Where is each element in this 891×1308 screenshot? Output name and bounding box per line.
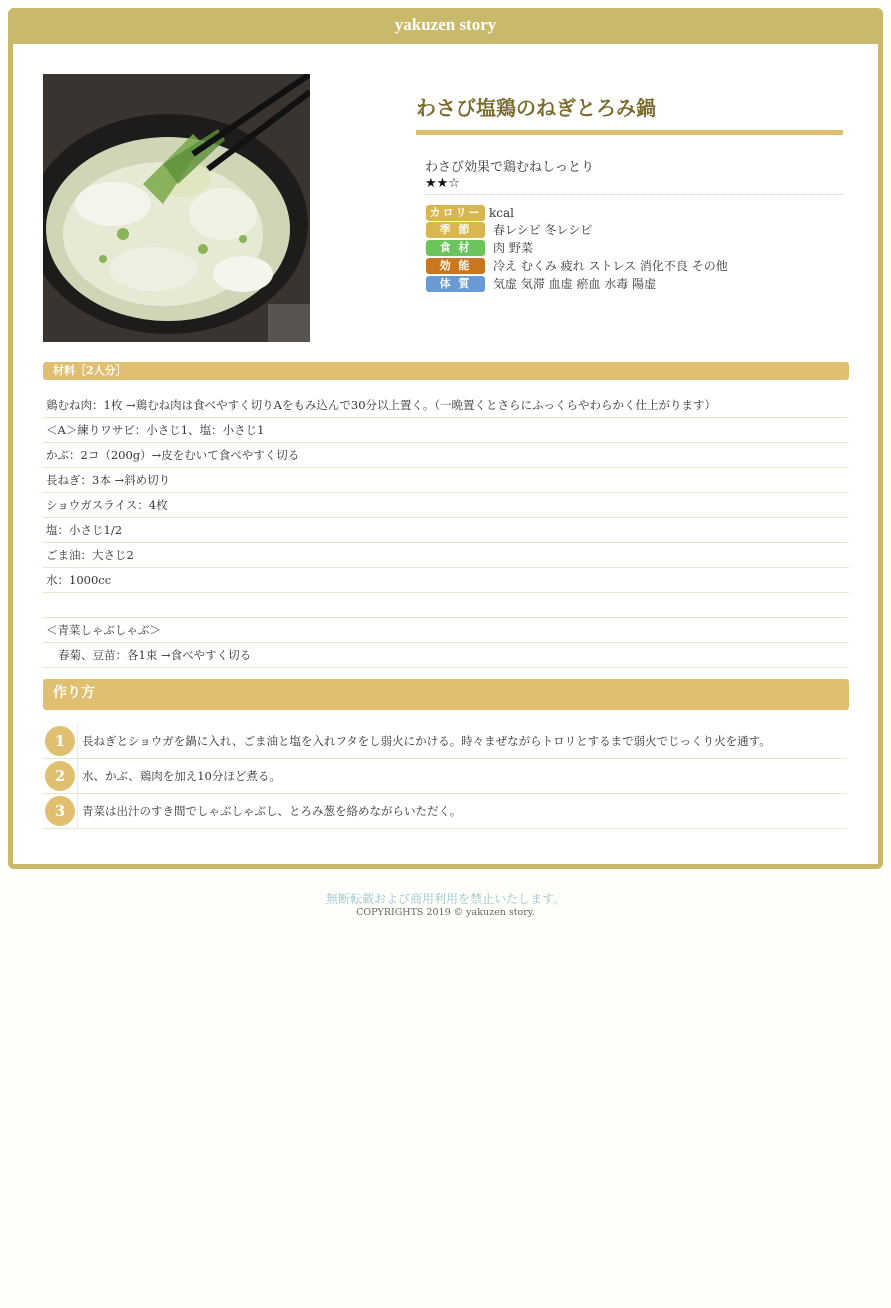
tag-value-effect[interactable]: 冷え むくみ 疲れ ストレス 消化不良 その他 <box>493 259 728 273</box>
tag-label-ingredient[interactable]: 食 材 <box>426 240 485 256</box>
ingredient-subheading: ＜青菜しゃぶしゃぶ＞ <box>43 618 849 643</box>
step-number: 3 <box>45 796 75 826</box>
recipe-subtitle: わさび効果で鶏むねしっとり <box>425 160 595 175</box>
step-number: 1 <box>45 726 75 756</box>
ingredient-item: ショウガスライス：4枚 <box>43 493 849 518</box>
tag-value-constitution[interactable]: 気虚 気滞 血虚 瘀血 水毒 陽虚 <box>493 277 657 291</box>
tag-value-ingredient[interactable]: 肉 野菜 <box>493 241 533 255</box>
tag-label-season[interactable]: 季 節 <box>426 222 485 238</box>
step-text: 青菜は出汁のすき間でしゃぶしゃぶし、とろみ葱を絡めながらいただく。 <box>82 804 462 818</box>
step-number: 2 <box>45 761 75 791</box>
step-item <box>43 759 847 794</box>
tag-label-effect[interactable]: 効 能 <box>426 258 485 274</box>
recipe-title: わさび塩鶏のねぎとろみ鍋 <box>416 96 656 120</box>
ingredient-item-blank <box>43 593 849 618</box>
title-underline <box>416 130 843 135</box>
ingredient-item: ごま油：大さじ2 <box>43 543 849 568</box>
method-heading: 作り方 <box>43 679 849 710</box>
tag-label-constitution[interactable]: 体 質 <box>426 276 485 292</box>
step-item <box>43 794 847 829</box>
step-divider <box>77 759 78 793</box>
footer-copyright: COPYRIGHTS 2019 © yakuzen story. <box>356 907 535 918</box>
recipe-photo <box>43 74 310 342</box>
ingredients-heading: 材料［2人分］ <box>43 362 849 380</box>
tag-value-calorie: kcal <box>489 206 514 220</box>
footer-notice: 無断転載および商用利用を禁止いたします。 <box>325 892 566 906</box>
tag-label-calorie[interactable]: カロリー <box>426 205 485 221</box>
tag-value-season[interactable]: 春レシピ 冬レシピ <box>493 223 593 237</box>
step-divider <box>77 794 78 828</box>
step-text: 水、かぶ、鶏肉を加え10分ほど煮る。 <box>82 769 281 783</box>
ingredient-item: ＜A＞練りワサビ：小さじ1、塩：小さじ1 <box>43 418 849 443</box>
ingredient-item: 春菊、豆苗：各1束 →食べやすく切る <box>43 643 849 668</box>
star-rating: ★★☆ <box>425 176 460 191</box>
ingredient-item: 塩：小さじ1/2 <box>43 518 849 543</box>
step-divider <box>77 724 78 758</box>
ingredients-list <box>43 393 849 668</box>
ingredient-item: 水：1000cc <box>43 568 849 593</box>
ingredient-item: かぶ：2コ（200g）→皮をむいて食べやすく切る <box>43 443 849 468</box>
site-header: yakuzen story <box>8 8 883 44</box>
ingredient-item: 長ねぎ：3本 →斜め切り <box>43 468 849 493</box>
step-item <box>43 724 847 759</box>
divider <box>425 194 843 195</box>
step-text: 長ねぎとショウガを鍋に入れ、ごま油と塩を入れフタをし弱火にかける。時々まぜながらトロリとするまで弱火でじっくり火を通す。 <box>82 734 771 748</box>
method-steps <box>43 724 847 829</box>
ingredient-item: 鶏むね肉：1枚 →鶏むね肉は食べやすく切りAをもみ込んで30分以上置く。（一晩置くとさらにふっくらやわらかく仕上がります） <box>43 393 849 418</box>
